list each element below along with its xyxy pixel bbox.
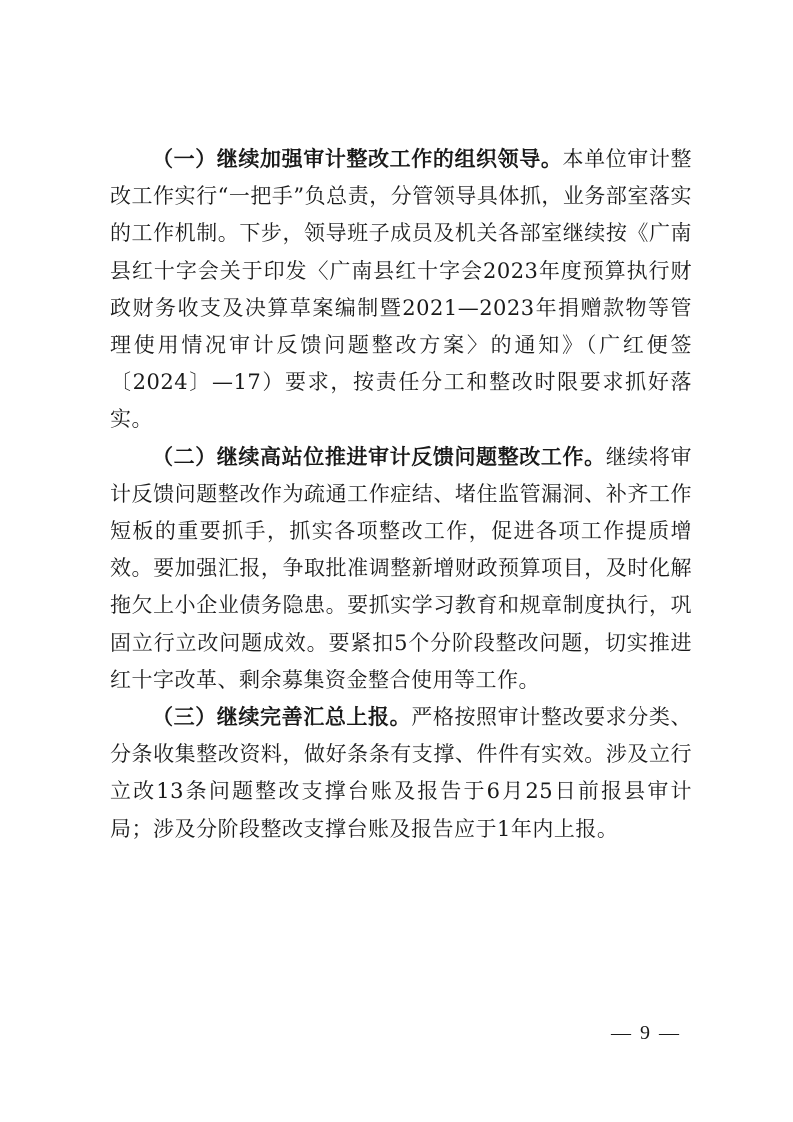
paragraph-1-text: 本单位审计整改工作实行“一把手”负总责，分管领导具体抓，业务部室落实的工作机制。下步，领导班子成员及机关各部室继续按《广南县红十字会关于印发〈广南县红十字会2023年度预算执行财政财务收支及决算草案编制暨2021—2023年捐赠款物等管理使用情况审计反馈问题整改方案〉的通知》（广红便签〔2024〕—17）要求，按责任分工和整改时限要求抓好落实。 [110, 147, 693, 432]
paragraph-2-text: 继续将审计反馈问题整改作为疏通工作症结、堵住监管漏洞、补齐工作短板的重要抓手，抓实各项整改工作，促进各项工作提质增效。要加强汇报，争取批准调整新增财政预算项目，及时化解拖欠上小企业债务隐患。要抓实学习教育和规章制度执行，巩固立行立改问题成效。要紧扣5个分阶段整改问题，切实推进红十字改革、剩余募集资金整合使用等工作。 [110, 444, 692, 692]
paragraph-3-heading: （三）继续完善汇总上报。 [152, 705, 412, 730]
paragraph-2 [110, 439, 692, 699]
paragraph-3-text: 严格按照审计整改要求分类、分条收集整改资料，做好条条有支撑、件件有实效。涉及立行立改13条问题整改支撑台账及报告于6月25日前报县审计局；涉及分阶段整改支撑台账及报告应于1年内上报。 [110, 705, 692, 841]
paragraph-3 [110, 699, 692, 848]
paragraph-1 [110, 141, 692, 439]
paragraph-2-heading: （二）继续高站位推进审计反馈问题整改工作。 [152, 444, 606, 469]
document-body [110, 141, 692, 848]
paragraph-1-heading: （一）继续加强审计整改工作的组织领导。 [152, 147, 563, 171]
page-number: — 9 — [611, 1022, 681, 1044]
